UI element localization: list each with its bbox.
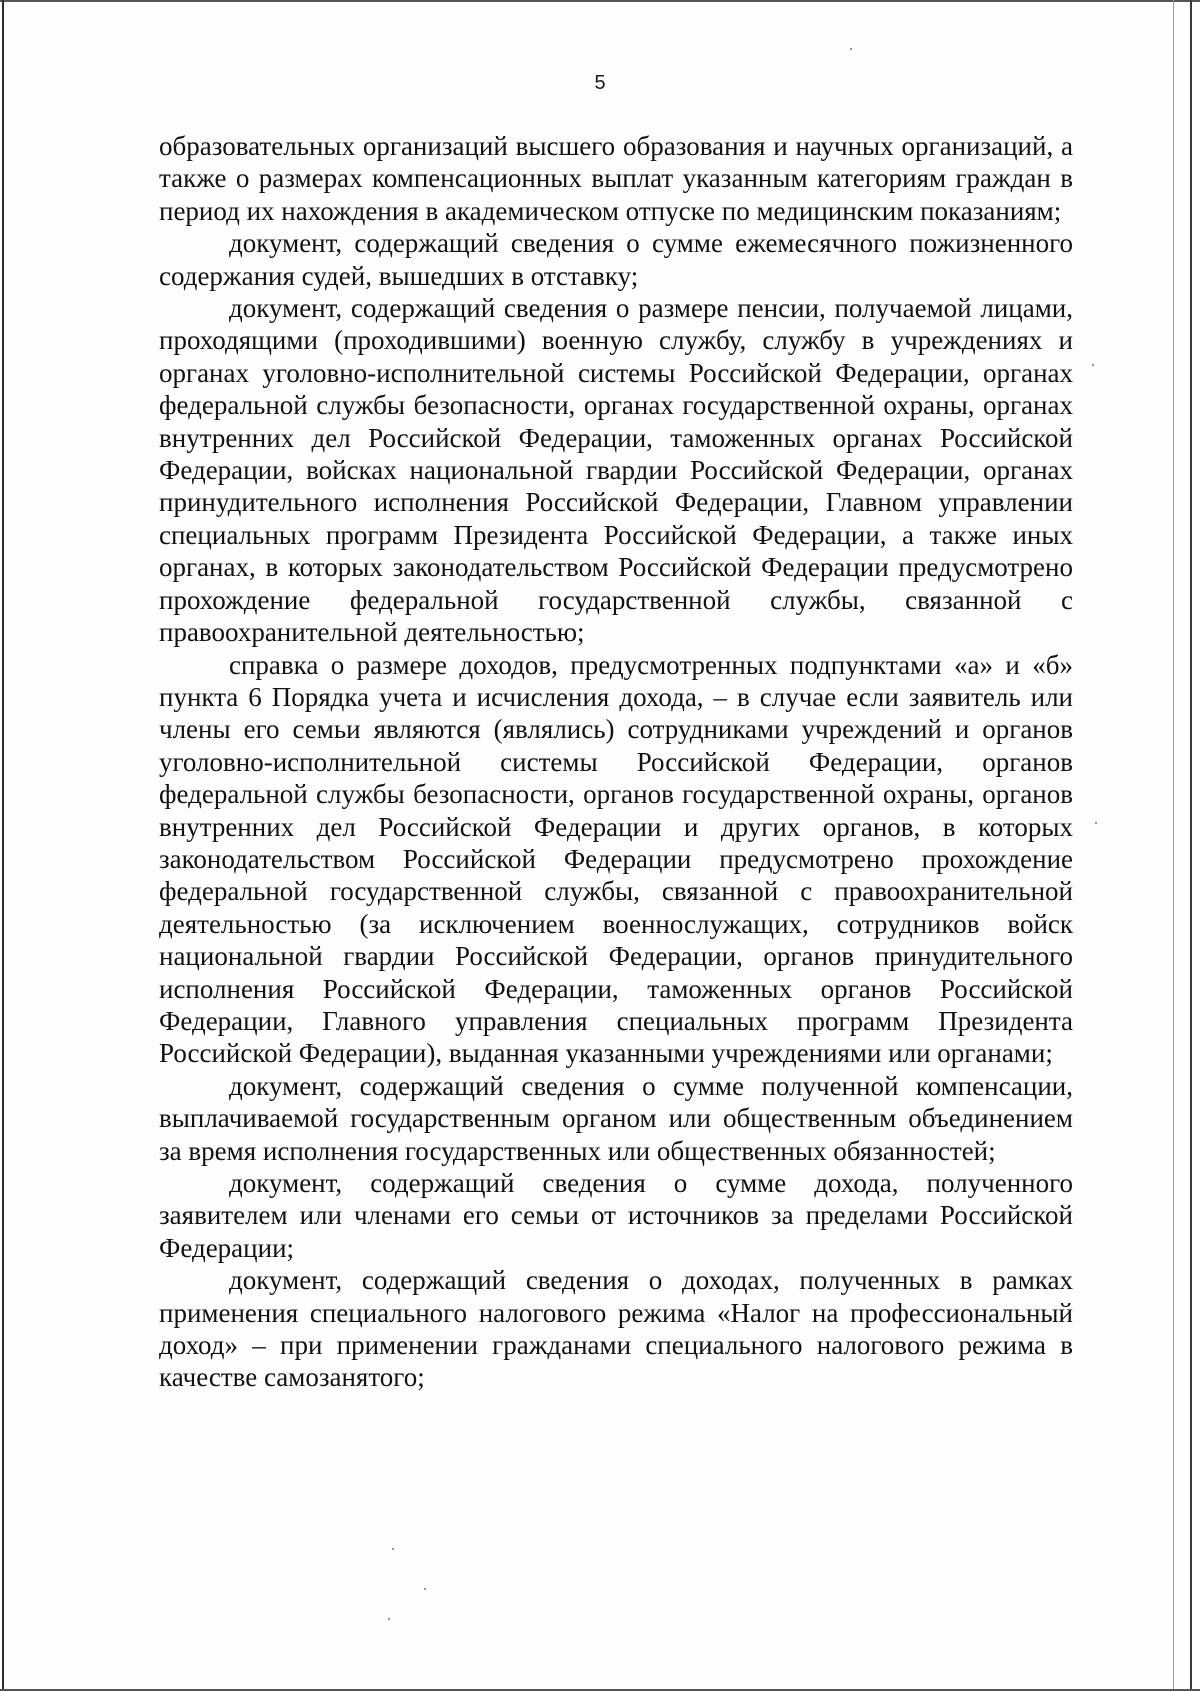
document-body (159, 130, 1073, 1394)
paragraph-self-employed: документ, содержащий сведения о доходах, полученных в рамках применения специального налогового режима «Налог на профессиональный доход» – при применении гражданами специального налогового режима в качестве самозанятого; (159, 1265, 1073, 1393)
scan-edge-left (2, 0, 4, 1691)
scan-edge-top (0, 0, 1200, 2)
scan-edge-right-inner (1173, 0, 1174, 1691)
scan-speck (1092, 364, 1094, 366)
scan-speck (424, 1588, 426, 1590)
scan-edge-right (1190, 0, 1192, 1691)
paragraph-service-pension: документ, содержащий сведения о размере пенсии, получаемой лицами, проходящими (проходившими) военную службу, службу в учреждениях и органах уголовно-исполнительной системы Российской Федерации, органах федеральной службы безопасности, органах государственной охраны, органах внутренних дел Российской Федерации, таможенных органах Российской Федерации, войсках национальной гвардии Российской Федерации, органах принудительного исполнения Российской Федерации, Главном управлении специальных программ Президента Российской Федерации, а также иных органах, в которых законодательством Российской Федерации предусмотрено прохождение федеральной государственной службы, связанной с правоохранительной деятельностью; (159, 293, 1073, 648)
scan-speck (1095, 822, 1097, 824)
scan-speck (850, 48, 852, 50)
paragraph-income-certificate: справка о размере доходов, предусмотренных подпунктами «а» и «б» пункта 6 Порядка учета и исчисления дохода, – в случае если заявитель или члены его семьи являются (являлись) сотрудниками учреждений и органов уголовно-исполнительной системы Российской Федерации, органов федеральной службы безопасности, органов государственной охраны, органов внутренних дел Российской Федерации и других органов, в которых законодательством Российской Федерации предусмотрено прохождение федеральной государственной службы, связанной с правоохранительной деятельностью (за исключением военнослужащих, сотрудников войск национальной гвардии Российской Федерации, органов принудительного исполнения Российской Федерации, таможенных органов Российской Федерации, Главного управления специальных программ Президента Российской Федерации), выданная указанными учреждениями или органами; (159, 649, 1073, 1069)
paragraph-foreign-income: документ, содержащий сведения о сумме дохода, полученного заявителем или членами его семьи от источников за пределами Российской Федерации; (159, 1168, 1073, 1263)
paragraph-compensation: документ, содержащий сведения о сумме полученной компенсации, выплачиваемой государственным органом или общественным объединением за время исполнения государственных или общественных обязанностей; (159, 1070, 1073, 1166)
paragraph-judges-pension: документ, содержащий сведения о сумме ежемесячного пожизненного содержания судей, вышедших в отставку; (159, 228, 1073, 291)
page-number: 5 (594, 72, 606, 94)
scan-speck (392, 1548, 394, 1550)
scan-speck (388, 1618, 390, 1620)
paragraph-continuation: образовательных организаций высшего образования и научных организаций, а также о размерах компенсационных выплат указанным категориям граждан в период их нахождения в академическом отпуске по медицинским показаниям; (159, 131, 1073, 226)
